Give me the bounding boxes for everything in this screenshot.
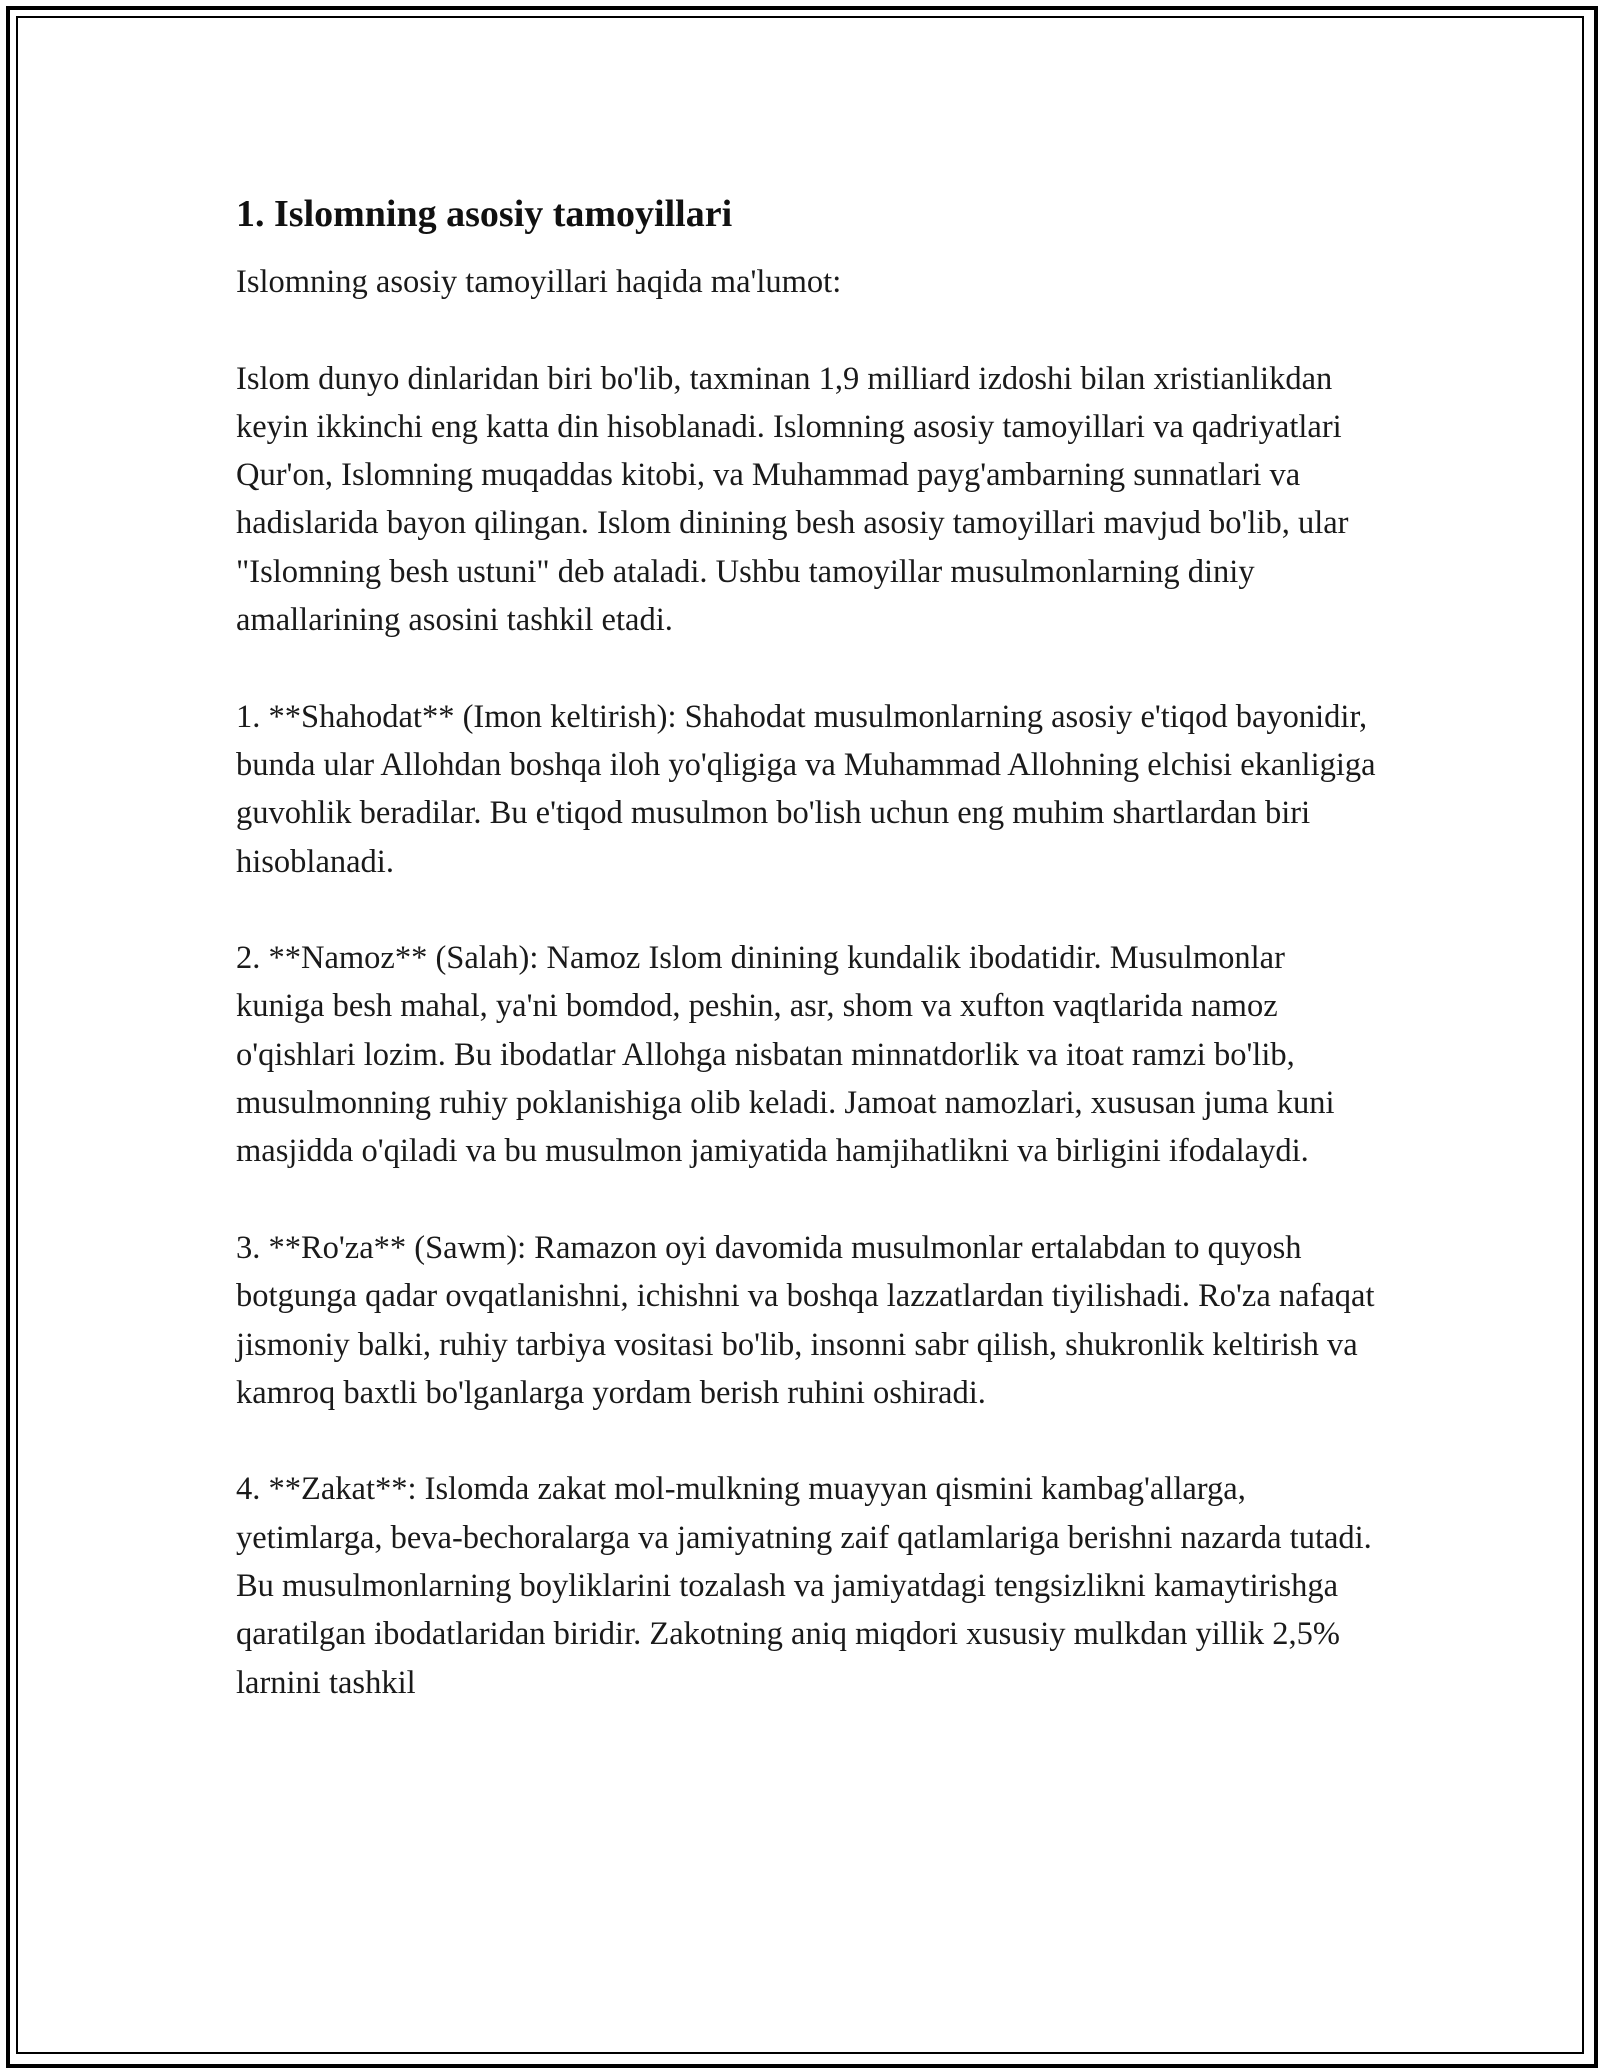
overview-paragraph: Islom dunyo dinlaridan biri bo'lib, taxminan 1,9 milliard izdoshi bilan xristianlikdan keyin ikkinchi eng katta din hisoblanadi. Islomning asosiy tamoyillari va qadriyatlari Qur'on, Islomning muqaddas kitobi, va Muhammad payg'ambarning sunnatlari va hadislarida bayon qilingan. Islom dinining besh asosiy tamoyillari mavjud bo'lib, ular "Islomning besh ustuni" deb ataladi. Ushbu tamoyillar musulmonlarning diniy amallarining asosini tashkil etadi. [236,360,1349,639]
document-body [236,190,1376,1707]
intro-line: Islomning asosiy tamoyillari haqida ma'lumot: [236,264,842,300]
pillar-zakat-paragraph: 4. **Zakat**: Islomda zakat mol-mulkning muayyan qismini kambag'allarga, yetimlarga, beva-bechoralarga va jamiyatning zaif qatlamlariga berishni nazarda tutadi. Bu musulmonlarning boyliklarini tozalash va jamiyatdagi tengsizlikni kamaytirishga qaratilgan ibodatlaridan biridir. Zakotning aniq miqdori xususiy mulkdan yillik 2,5% larnini tashkil [236,1471,1372,1701]
pillar-namoz-paragraph: 2. **Namoz** (Salah): Namoz Islom dinining kundalik ibodatidir. Musulmonlar kuniga besh mahal, ya'ni bomdod, peshin, asr, shom va xufton vaqtlarida namoz o'qishlari lozim. Bu ibodatlar Allohga nisbatan minnatdorlik va itoat ramzi bo'lib, musulmonning ruhiy poklanishiga olib keladi. Jamoat namozlari, xususan juma kuni masjidda o'qiladi va bu musulmon jamiyatida hamjihatlikni va birligini ifodalaydi. [236,940,1335,1170]
pillar-roza-paragraph: 3. **Ro'za** (Sawm): Ramazon oyi davomida musulmonlar ertalabdan to quyosh botgunga qadar ovqatlanishni, ichishni va boshqa lazzatlardan tiyilishadi. Ro'za nafaqat jismoniy balki, ruhiy tarbiya vositasi bo'lib, insonni sabr qilish, shukronlik keltirish va kamroq baxtli bo'lganlarga yordam berish ruhini oshiradi. [236,1229,1375,1411]
document-title: 1. Islomning asosiy tamoyillari [236,193,733,235]
pillar-shahodat-paragraph: 1. **Shahodat** (Imon keltirish): Shahodat musulmonlarning asosiy e'tiqod bayonidir, bunda ular Allohdan boshqa iloh yo'qligiga va Muhammad Allohning elchisi ekanligiga guvohlik beradilar. Bu e'tiqod musulmon bo'lish uchun eng muhim shartlardan biri hisoblanadi. [236,698,1376,880]
